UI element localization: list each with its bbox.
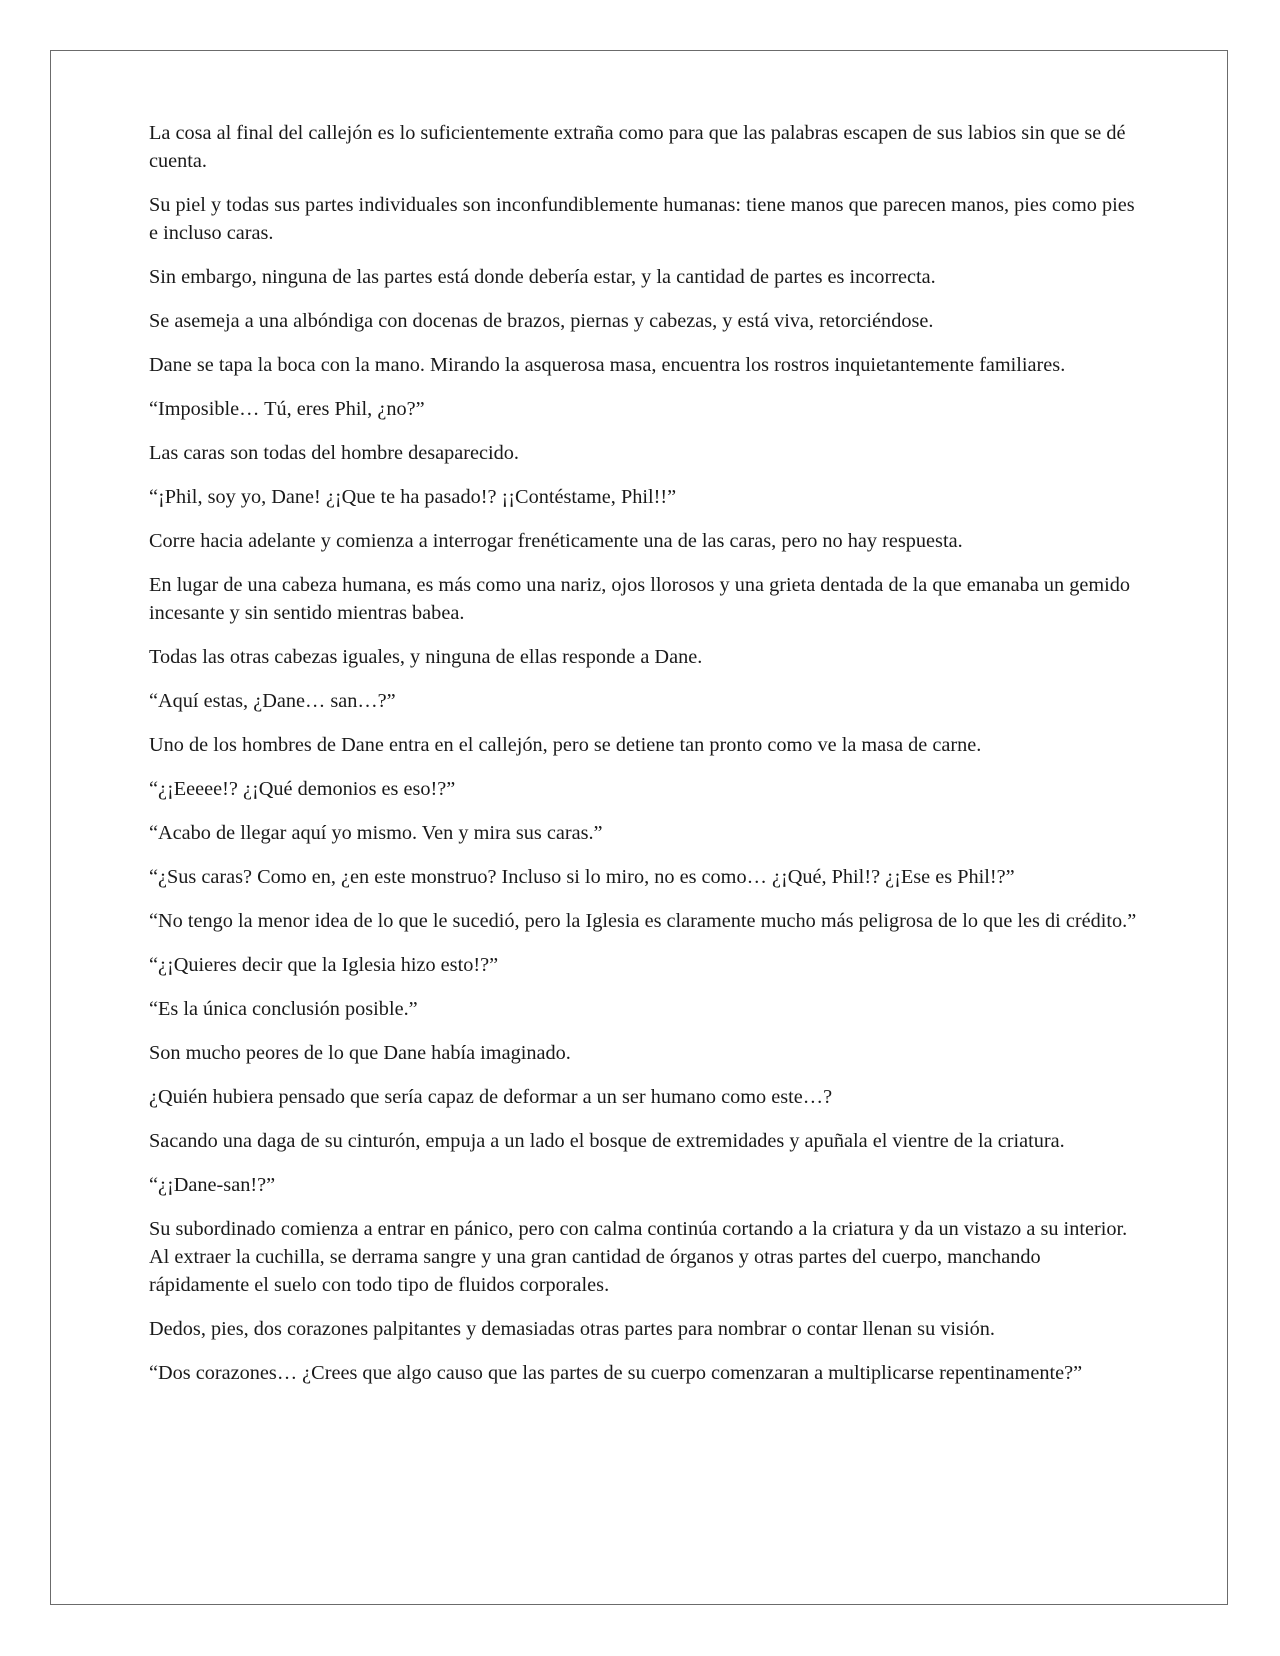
paragraph: “¡Phil, soy yo, Dane! ¿¡Que te ha pasado!? ¡¡Contéstame, Phil!!” <box>149 486 677 508</box>
paragraph: Son mucho peores de lo que Dane había imaginado. <box>149 1042 571 1064</box>
paragraph: Todas las otras cabezas iguales, y ninguna de ellas responde a Dane. <box>149 646 703 668</box>
paragraph: Dane se tapa la boca con la mano. Mirando la asquerosa masa, encuentra los rostros inquietantemente familiares. <box>149 354 1066 376</box>
paragraph: “Aquí estas, ¿Dane… san…?” <box>149 690 396 712</box>
paragraph: En lugar de una cabeza humana, es más como una nariz, ojos llorosos y una grieta dentada de la que emanaba un gemido incesante y sin sentido mientras babea. <box>149 574 1131 624</box>
paragraph: Uno de los hombres de Dane entra en el callejón, pero se detiene tan pronto como ve la masa de carne. <box>149 734 982 756</box>
paragraph: Su subordinado comienza a entrar en pánico, pero con calma continúa cortando a la criatura y da un vistazo a su interior. Al extraer la cuchilla, se derrama sangre y una gran cantidad de órganos y otras partes del cuerpo, manchando rápidamente el suelo con todo tipo de fluidos corporales. <box>149 1218 1128 1296</box>
paragraph: “¿Sus caras? Como en, ¿en este monstruo? Incluso si lo miro, no es como… ¿¡Qué, Phil!? ¿¡Ese es Phil!?” <box>149 866 1015 888</box>
paragraph: Las caras son todas del hombre desaparecido. <box>149 442 519 464</box>
paragraph: La cosa al final del callejón es lo suficientemente extraña como para que las palabras escapen de sus labios sin que se dé cuenta. <box>149 122 1126 172</box>
paragraph: “¿¡Dane-san!?” <box>149 1174 276 1196</box>
paragraph: “Dos corazones… ¿Crees que algo causo que las partes de su cuerpo comenzaran a multiplicarse repentinamente?” <box>149 1362 1083 1384</box>
paragraph: Sin embargo, ninguna de las partes está donde debería estar, y la cantidad de partes es incorrecta. <box>149 266 936 288</box>
paragraph: “Es la única conclusión posible.” <box>149 998 418 1020</box>
paragraph: ¿Quién hubiera pensado que sería capaz de deformar a un ser humano como este…? <box>149 1086 833 1108</box>
paragraph: Se asemeja a una albóndiga con docenas de brazos, piernas y cabezas, y está viva, retorciéndose. <box>149 310 934 332</box>
paragraph: Dedos, pies, dos corazones palpitantes y demasiadas otras partes para nombrar o contar llenan su visión. <box>149 1318 995 1340</box>
paragraph: Sacando una daga de su cinturón, empuja a un lado el bosque de extremidades y apuñala el vientre de la criatura. <box>149 1130 1065 1152</box>
paragraph: “¿¡Eeeee!? ¿¡Qué demonios es eso!?” <box>149 778 456 800</box>
paragraph: “¿¡Quieres decir que la Iglesia hizo esto!?” <box>149 954 499 976</box>
paragraph: “Imposible… Tú, eres Phil, ¿no?” <box>149 398 425 420</box>
paragraph: Su piel y todas sus partes individuales son inconfundiblemente humanas: tiene manos que parecen manos, pies como pies e incluso caras. <box>149 194 1135 244</box>
paragraph: “No tengo la menor idea de lo que le sucedió, pero la Iglesia es claramente mucho más peligrosa de lo que les di crédito.” <box>149 910 1137 932</box>
paragraph: “Acabo de llegar aquí yo mismo. Ven y mira sus caras.” <box>149 822 603 844</box>
document-body <box>149 119 1139 1403</box>
paragraph: Corre hacia adelante y comienza a interrogar frenéticamente una de las caras, pero no hay respuesta. <box>149 530 963 552</box>
